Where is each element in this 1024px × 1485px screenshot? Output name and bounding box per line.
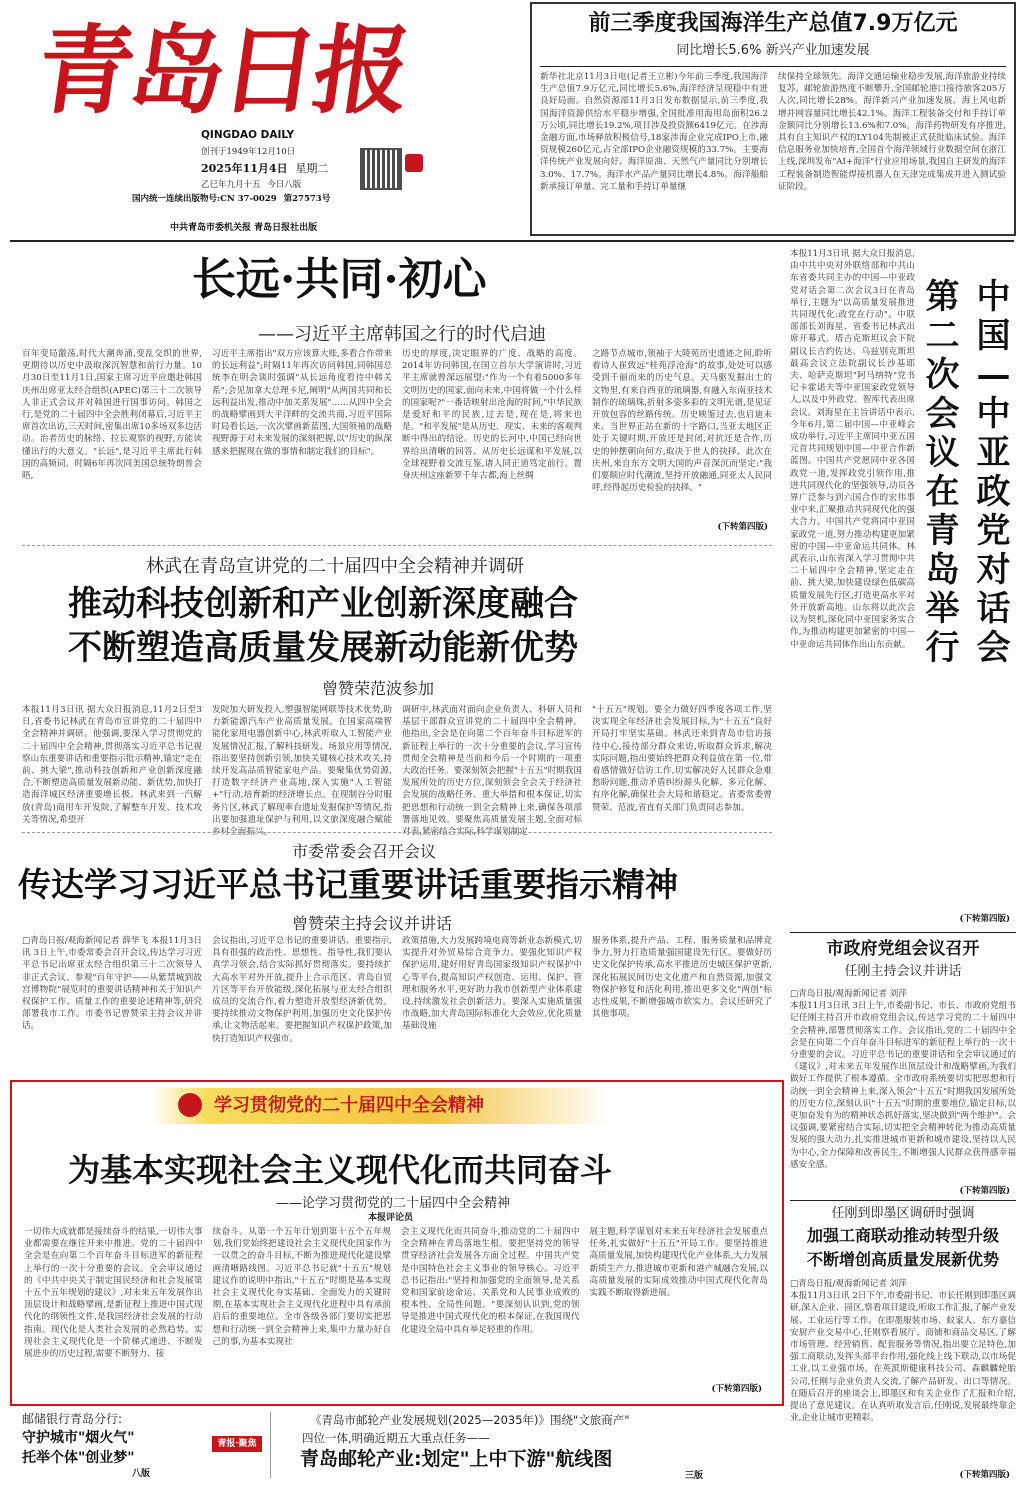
masthead-publisher: 中共青岛市委机关报 青岛日报社出版 — [170, 223, 318, 233]
story-1-col-3: 历史的厚度,决定眼界的广度、战略的高度。2014年访问韩国,在国立首尔大学演讲时,习近平主席就曾深远展望:"作为一个有着5000多年文明历史的国家,面向未来,中国将做一个什么样的国家呢?"一番话映射出沧海的时间,"中华民族是爱好和平的民族,过去是,现在是,将来也是。"和平发展"是从历史、现实、未来的客观判断中得出的结论。历史的长河中,中国已经向世界给出清晰的回答。从历史长远谋和平发展,以全球视野着交流互鉴,诸人同正道笃定前行。置身庆州这座新罗千年古都,海上丝绸 — [402, 349, 582, 482]
teaser-1-page: 八版 — [132, 1469, 151, 1479]
story-6-continued[interactable]: (下转第四版) — [959, 1186, 1010, 1196]
story-3-kicker: 市委常委会召开会议 — [292, 842, 437, 861]
story-4-subtitle: ——论学习贯彻党的二十届四中全会精神 — [276, 1196, 511, 1211]
story-7-body: 本报11月3日讯 2日下午,市委副书记、市长任刚到即墨区调研,深入企业、园区,察看项目建设,听取工作汇报,了解产业发展、工业运行等工作。在即墨服装市场、蚁家人、东方嘉信安厨产业交易中心,任刚察看展厅、商铺和商品交易区,了解市场管理、经营销售、配套服务等情况,指出要立足特色,加强工商联动,发挥头部平台作用,强化线上线下联动,以市场促工业,以工业强市场。在英派斯健康科技公司、森麒麟轮胎公司,任刚与企业负责人交流,了解产品研发、出口等情况。在随后召开的座谈会上,即墨区和有关企业作了汇报和介绍,提出了意见建议。在认真听取发言后,任刚说,发展最终靠企业,企业让城市更精彩。 — [790, 1291, 1016, 1424]
story-4-col-3: 会主义现代化而共同奋斗,推动党的二十届四中全会精神在青岛落地生根。要把坚持党的领导贯穿经济社会发展各方面全过程。中国共产党是中国特色社会主义事业的领导核心。习近平总书记指出:"坚持和加强党的全面领导,是关系党和国家前途命运、关系党和人民事业成败的根本性、全局性问题。"要深刻认识到,党的领导是推进中国式现代化的根本保证,在我国现代化建设全局中具有举足轻重的作用。 — [401, 1227, 580, 1335]
story-4-continued[interactable]: (下转第四版) — [711, 1384, 762, 1394]
teaser-2-line-1: 《青岛市邮轮产业发展规划(2025—2035年)》围绕"文旅商产" — [310, 1413, 630, 1427]
top-story-title[interactable]: 前三季度我国海洋生产总值7.9万亿元 — [588, 11, 958, 36]
teaser-2-title: 青岛邮轮产业:划定"上中下游"航线图 — [300, 1448, 613, 1470]
title-char: 党 — [976, 511, 1011, 551]
title-char: 次 — [925, 355, 960, 395]
app-icon — [405, 154, 423, 172]
teaser-2-line-2: 四位一体,明确近期五大重点任务—— — [302, 1431, 490, 1445]
story-1-col-4: 之路节点城市,领袖于大陵苑历史遗迹之间,聆听着诗人崔致远"桂苑浮沧海"的故事,处处可以感受到千丽而来的历史气息。天马驱发掘出土的文物里,有来自西亚的琉璃器,有融入东南亚技术制作的琉璃珠,折射多姿多彩的文明光谱,是见证开放包容的丝路传统。历史映鉴过去,也启迪未来。当世界正站在新的十字路口,当亚太地区正处于关键时期,开放还是封闭,对抗还是合作,历史的钟摆朝向何方,取决于世人的抉择。此次在庆州,来自东方文明大国的声音深沉而坚定:"我们要顺应时代潮流,坚持开放融通,同亚太人民同呼,经得起历史检验的抉择。" — [592, 349, 772, 494]
title-char: 岛 — [925, 550, 960, 590]
story-1-subtitle: ——习近平主席韩国之行的时代启迪 — [258, 324, 546, 345]
cn-number: 国内统一连续出版物号:CN 37-0029 — [132, 194, 277, 204]
story-7-byline: □青岛日报/观海新闻记者 刘萍 — [790, 1279, 907, 1289]
story-2-title-1[interactable]: 推动科技创新和产业创新深度融合 — [68, 584, 578, 624]
title-char: 第 — [925, 277, 960, 317]
masthead-founded: 创刊于1949年12月10日 — [201, 147, 296, 157]
story-3-title[interactable]: 传达学习习近平总书记重要讲话重要指示精神 — [18, 865, 678, 904]
title-char: 中 — [976, 277, 1011, 317]
story-1 — [22, 248, 772, 538]
title-char: 二 — [925, 316, 960, 356]
story-7-continued[interactable]: (下转第四版) — [959, 1470, 1010, 1480]
page-count: 今日八版 — [267, 180, 302, 190]
story-6-body: 本报11月3日讯 3日上午,市委副书记、市长、市政府党组书记任刚主持召开市政府党组会议,传达学习党的二十届四中全会精神,部署贯彻落实工作。会议指出,党的二十届四中全会是在向第二个百年奋斗目标进军的新征程上举行的一次十分重要的会议。习近平总书记的重要讲话和全会审议通过的《建议》,对未来五年发展作出顶层设计和战略擘画,为我们做好工作提供了根本遵循。全市政府系统要切实把思想和行动统一到全会精神上来,深入领会"十五五"时期我国发展所处的历史方位,深刻认识"十五五"时期的重要地位,锚定目标,以更加奋发有为的精神状态抓好落实,坚决做到"两个维护"。会议强调,要紧密结合实际,切实把全会精神转化为推动高质量发展的强大动力,扎实推进城市更新和城市建设,坚持以人民为中心,全力保障和改善民生,不断增强人民群众获得感幸福感安全感。 — [790, 1001, 1016, 1170]
banner-text: 学习贯彻党的二十届四中全会精神 — [214, 1095, 484, 1116]
story-4-col-2: 续奋斗。从第一个五年计划到第十五个五年规划,我们党始终把建设社会主义现代化国家作为一以贯之的奋斗目标,不断为推进现代化建设擘画清晰路线图。习近平总书记就"十五五"规划建议作的说明中指出,"十五五"时期是基本实现社会主义现代化夯实基础、全面发力的关键时期,在基本实现社会主义现代化进程中具有承前启后的重要地位。全市各级各部门要切实把思想和行动统一到全会精神上来,集中力量办好自己的事,为基本实现社 — [212, 1227, 391, 1347]
story-7-title-1[interactable]: 加强工商联动推动转型升级 — [806, 1226, 999, 1245]
lunar-date: 乙巳年九月十五 — [201, 180, 261, 190]
story-5-continued[interactable]: (下转第四版) — [959, 914, 1010, 924]
story-1-continued[interactable]: (下转第四版) — [717, 522, 768, 532]
masthead-title: 青岛日报 — [30, 14, 415, 127]
masthead — [20, 8, 525, 240]
teaser-2-logo: 青报·聚焦 — [212, 1436, 262, 1452]
story-1-col-1: 百年变局激荡,时代大潮奔涌,变乱交织的世界,更期待以历史中汲取深沉智慧和前行力量。10月30日至11月1日,国家主席习近平应邀赴韩国庆州出席亚太经合组织(APEC)第三十二次领导人非正式会议并对韩国进行国事访问。韩国之行,是党的二十届四中全会胜利闭幕后,习近平主席首次出访,三天时间,密集出席10多场双多边活动。治者历史的脉络、拉长观察的视野,方能读懂出行的大意义。"长远",是习近平主席此行韩国的高频词。时隔6年再次同美国总统特朗普会晤, — [22, 349, 202, 482]
title-char: 会 — [976, 628, 1011, 668]
story-5-title-line-2 — [920, 278, 965, 668]
story-3-col-3: 政策措施,大力发展跨境电商等新业态新模式,切实提升对外贸易综合竞争力。要强化知识产权保护运用,建好用好青岛国家级知识产权保护中心等平台,提高知识产权创造、运用、保护、管理和服务水平,更好助力我市创新型产业体系建设,持续激发社会创新活力。要深入实施质量强市战略,加大青岛国际标准化大会效应,优化质量基础设施 — [402, 936, 582, 1032]
story-5 — [790, 248, 1016, 928]
story-4-byline: 本报评论员 — [368, 1213, 414, 1223]
masthead-cn — [132, 192, 330, 204]
story-4-col-4: 展主题,科学谋划对未来五年经济社会发展重点任务,扎实做好"十五五"开局工作。要坚持推进高质量发展,加快构建现代化产业体系,大力发展新质生产力,推进城市更新和港产城融合发展,以高质量发展的实际成效推动中国式现代化青岛实践不断取得新进展。 — [589, 1227, 768, 1299]
title-char: 会 — [925, 394, 960, 434]
story-7-kicker: 任刚到即墨区调研时强调 — [831, 1206, 975, 1221]
title-char: 举 — [925, 589, 960, 629]
story-6 — [790, 936, 1016, 1196]
title-char: 行 — [925, 628, 960, 668]
title-char: 在 — [925, 472, 960, 512]
story-3-col-4: 服务体系,提升产品、工程、服务质量和品牌竞争力,努力打造质量强国建设先行区。要做好历史文化保护传承,高水平推进历史城区保护更新,深化拓展民间历史文化遗产和自然资源,加强文物保护修复和活化利用,推出更多文化"两创"标志性成果,不断增强城市软实力。会议还研究了其他事项。 — [592, 936, 772, 1020]
story-2-col-3: 调研中,林武面对面向企业负责人、科研人员和基层干部群众宣讲党的二十届四中全会精神。他指出,全会是在向第二个百年奋斗目标进军的新征程上举行的一次十分重要的会议,学习宣传贯彻全会精神是当前和今后一个时期的一项重大政治任务。要深刻领会把握"十五五"时期我国发展所处的历史方位,深刻领会全会关于经济社会发展的战略任务、重大举措和根本保证,切实把思想和行动统一到全会精神上来,确保各项部署落地见效。要聚焦高质量发展主题,全面对标对表,紧密结合实际,科学谋划制定 — [402, 705, 582, 838]
theme-banner — [152, 1088, 612, 1124]
story-3-byline: 曾赞荣主持会议并讲话 — [292, 914, 453, 933]
story-2-byline: 曾赞荣范波参加 — [322, 679, 435, 698]
story-6-subtitle: 任刚主持会议并讲话 — [844, 964, 962, 979]
top-story-subtitle: 同比增长5.6% 新兴产业加速发展 — [676, 43, 870, 58]
teaser-1-line-2: 托举个体"创业梦" — [22, 1450, 135, 1466]
title-char: 议 — [925, 433, 960, 473]
teaser-2[interactable] — [210, 1410, 780, 1482]
story-2-col-4: "十五五"规划。要全力做好四季度各项工作,坚决实现全年经济社会发展目标,为"十五五"良好开局打牢坚实基础。林武还来到青岛市信访接待中心,接待部分群众来访,听取群众诉求,解决实际问题,指出要始终把群众利益放在第一位,带着感情做好信访工作,切实解决好人民群众急难愁盼问题,推动矛盾纠纷源头化解、多元化解、有序化解,确保社会大局和谐稳定。省委常委曾赞荣、范波,省直有关部门负责同志参加。 — [592, 705, 772, 813]
issue-date: 2025年11月4日 — [201, 162, 288, 175]
story-2-col-2: 发院加大研发投入,塑强智能网联等技术优势,助力新能源汽车产业高质量发展。在国家高端智能化家用电器创新中心,林武听取人工智能产业发展情况汇报,了解科技研发、场景应用等情况,指出要坚持创新引领,加快关键核心技术攻关,持续开发高品质智能家电产品。要聚集优势资源,打造数字经济产业高地,深入实施"人工智能+"行动,培育新的经济增长点。在现制谷分时服务片区,林武了解现率台遗址发掘保护等情况,指出要加强遗址保护与利用,以文旅深度融合赋能乡村全面振兴。 — [212, 705, 392, 838]
story-5-title-line-1 — [971, 278, 1016, 668]
story-5-body: 本报11月3日讯 据大众日报消息,由中共中央对外联络部和中共山东省委共同主办的中国—中亚政党对话会第二次会议3日在青岛举行,主题为"以高质量发展推进共同现代化:政党在行动"。中联部部长刘海星、省委书记林武出席开幕式。塔吉克斯坦议会下院副议长吉约佐达、乌兹别克斯坦最高会议立法院副议长沙基耶夫、哈萨克斯坦"阿马纳特"党书记卡霍诺夫等中亚国家政党领导人,以及中外政党、智库代表出席会议。刘海星在主旨讲话中表示,今年6月,第二届中国—中亚峰会成功举行,习近平主席同中亚五国元首共同规划中国—中亚合作新蓝图。中国共产党愿同中亚各国政党一道,发挥政党引领作用,推进共同现代化的坚强领导,动员各界广泛参与到六国合作的宏伟事业中来,汇聚推动共同现代化的强大合力。中国共产党将同中亚国家政党一道,努力推动构建更加紧密的中国—中亚命运共同体。林武表示,山东省深入学习贯彻中共二十届四中全会精神,坚定走在前、挑大梁,加快建设绿色低碳高质量发展先行区,打造更高水平对外开放新高地。山东将以此次会议为契机,深化同中亚国家务实合作,为推动构建更加紧密的中国—中亚命运共同体作出山东贡献。 — [790, 249, 915, 650]
teaser-2-page: 三版 — [685, 1471, 704, 1481]
top-story-body-1: 新华社北京11月3日电(记者王立彬)今年前三季度,我国海洋生产总值7.9万亿元,同比增长5.6%,海洋经济呈现稳中有进良好局面。自然资源部11月3日发布数据显示,前三季度,我国海洋资源供给水平稳步增强,全国批准用海用岛面积26.2万公顷,同比增长19.2%,项目涉及投资额6419亿元。在涉海金融方面,市场释放积极信号,18家涉海企业完成IPO上市,融资规模260亿元,占全部IPO企业融资规模的33.7%。主要海洋传统产业发展向好。海洋原油、天然气产量同比分别增长3.0%、17.7%。海洋水产品产量同比增长4.8%。海洋船舶新承接订单量、完工量和手持订单量继 — [540, 72, 768, 192]
title-char: 中 — [976, 394, 1011, 434]
title-char: — — [976, 355, 1011, 395]
story-4-title[interactable]: 为基本实现社会主义现代化而共同奋斗 — [68, 1151, 613, 1189]
story-6-byline: □青岛日报/观海新闻记者 刘萍 — [790, 989, 907, 999]
story-3 — [18, 835, 772, 1065]
story-1-title[interactable]: 长远·共同·初心 — [192, 254, 487, 305]
masthead-pinyin: QINGDAO DAILY — [201, 129, 295, 141]
story-5-title[interactable] — [920, 278, 1016, 668]
masthead-lunar — [201, 178, 301, 190]
issue-number: 第27573号 — [283, 194, 331, 204]
story-2-col-1: 本报11月3日讯 据大众日报消息,11月2日至3日,省委书记林武在青岛市宣讲党的二十届四中全会精神并调研。他强调,要深入学习贯彻党的二十届四中全会精神,贯彻落实习近平总书记视察山东重要讲话和重要指示批示精神,锚定"走在前、挑大梁",推动科技创新和产业创新深度融合,不断塑造高质量发展新动能、新优势,加快打造海洋城区经济重要增长极。林武来到一汽解放(青岛)商用车开发院,了解整车开发、技术攻关等情况,希望开 — [22, 705, 202, 825]
story-7-title-2[interactable]: 不断增创高质量发展新优势 — [806, 1250, 999, 1269]
top-story-body-2: 续保持全球领先。海洋交通运输业稳步发展,海洋旅游业持续复苏。邮轮旅游热度不断攀升,全国邮轮港口接待旅客205万人次,同比增长28%。海洋新兴产业加速发展。海上风电新增并网容量同比增长42.1%。海洋工程装备交付和手持订单金额同比分别增长13.6%和7.0%。海洋药物研发有序推进,具有自主知识产权的LY104先制被正式获批临床试验。海洋信息服务业加快培育,全国首个海洋领域行业数据空间在浙江上线,深圳发布"AI+海洋"行业应用场景,我国自主研发的海洋工程装备制造智能焊接机器人在天津完成集成并进入测试验证阶段。 — [778, 72, 1006, 192]
story-3-col-1: □青岛日报/观海新闻记者 薛华飞 本报11月3日讯 3日上午,市委常委会召开会议,传达学习习近平总书记出席亚太经合组织第三十二次领导人非正式会议、参观"百年守护——从紫禁城到故宫博物院"展览时的重要讲话精神和关于知识产权保护工作、质量工作的重要论述精神等,研究部署我市工作。市委书记曾赞荣主持会议并讲话。 — [22, 936, 202, 1032]
story-7 — [790, 1204, 1016, 1480]
title-char: 青 — [925, 511, 960, 551]
story-2-title-2[interactable]: 不断塑造高质量发展新动能新优势 — [68, 628, 578, 668]
title-char: 政 — [976, 472, 1011, 512]
story-1-col-2: 习近平主席指出"双方应该算大账,多看合作带来的长远利益";时隔11年再次访问韩国,同韩国总统李在明会谈时强调"从长远角度看待中韩关系";会见加拿大总理卡尼,阐明"从两国共同和长远利益出发,推动中加关系发展"……从四中全会的战略擘画到大平洋畔的交流共商,习近平国际时局看长远,一次次擘画新蓝图,大国领袖的战略视野源于对未来发展的深刻把握,以"历史的纵深感来把握现在做的事情和制定我们的目标"。 — [212, 349, 392, 457]
title-char: 亚 — [976, 433, 1011, 473]
story-2-kicker: 林武在青岛宣讲党的二十届四中全会精神并调研 — [146, 556, 524, 577]
story-6-title[interactable]: 市政府党组会议召开 — [826, 939, 980, 959]
title-char: 国 — [976, 316, 1011, 356]
weekday: 星期二 — [295, 162, 329, 175]
masthead-date — [201, 160, 328, 176]
top-story — [530, 2, 1016, 236]
title-char: 对 — [976, 550, 1011, 590]
party-emblem-icon — [178, 1093, 202, 1117]
story-2 — [22, 548, 772, 838]
story-4 — [10, 1080, 784, 1406]
qr-code — [360, 148, 402, 190]
story-3-col-2: 会议指出,习近平总书记的重要讲话、重要指示,具有很强的政治性、思想性、指导性,我们要认真学习领会,结合实际抓好贯彻落实。要持续扩大高水平对外开放,提升上合示范区、青岛自贸片区等平台开放能级,深化拓展与亚太经合组织成员的交流合作,着力塑造开放型经济新优势。要持续推动文物保护利用,加强历史文化保护传承,让文物活起来。要把握知识产权保护政策,加快打造知识产权强市。 — [212, 936, 392, 1044]
teaser-1-line-1: 守护城市"烟火气" — [22, 1430, 135, 1446]
title-char: 话 — [976, 589, 1011, 629]
story-4-col-1: 一切伟大成就都是接续奋斗的结果,一切伟大事业都需要在继往开来中推进。党的二十届四中全会是在向第二个百年奋斗目标进军的新征程上举行的一次十分重要的会议。全会审议通过的《中共中央关于制定国民经济和社会发展第十五个五年规划的建议》,对未来五年发展作出顶层设计和战略擘画,是新征程上推进中国式现代化的纲领性文件,是我国经济社会发展的行动指南。现代化是人类社会发展的必然趋势。实现社会主义现代化是一个阶梯式递进、不断发展进步的历史过程,需要不断努力、接 — [24, 1227, 203, 1360]
teaser-1-label: 邮储银行青岛分行: — [22, 1412, 123, 1426]
